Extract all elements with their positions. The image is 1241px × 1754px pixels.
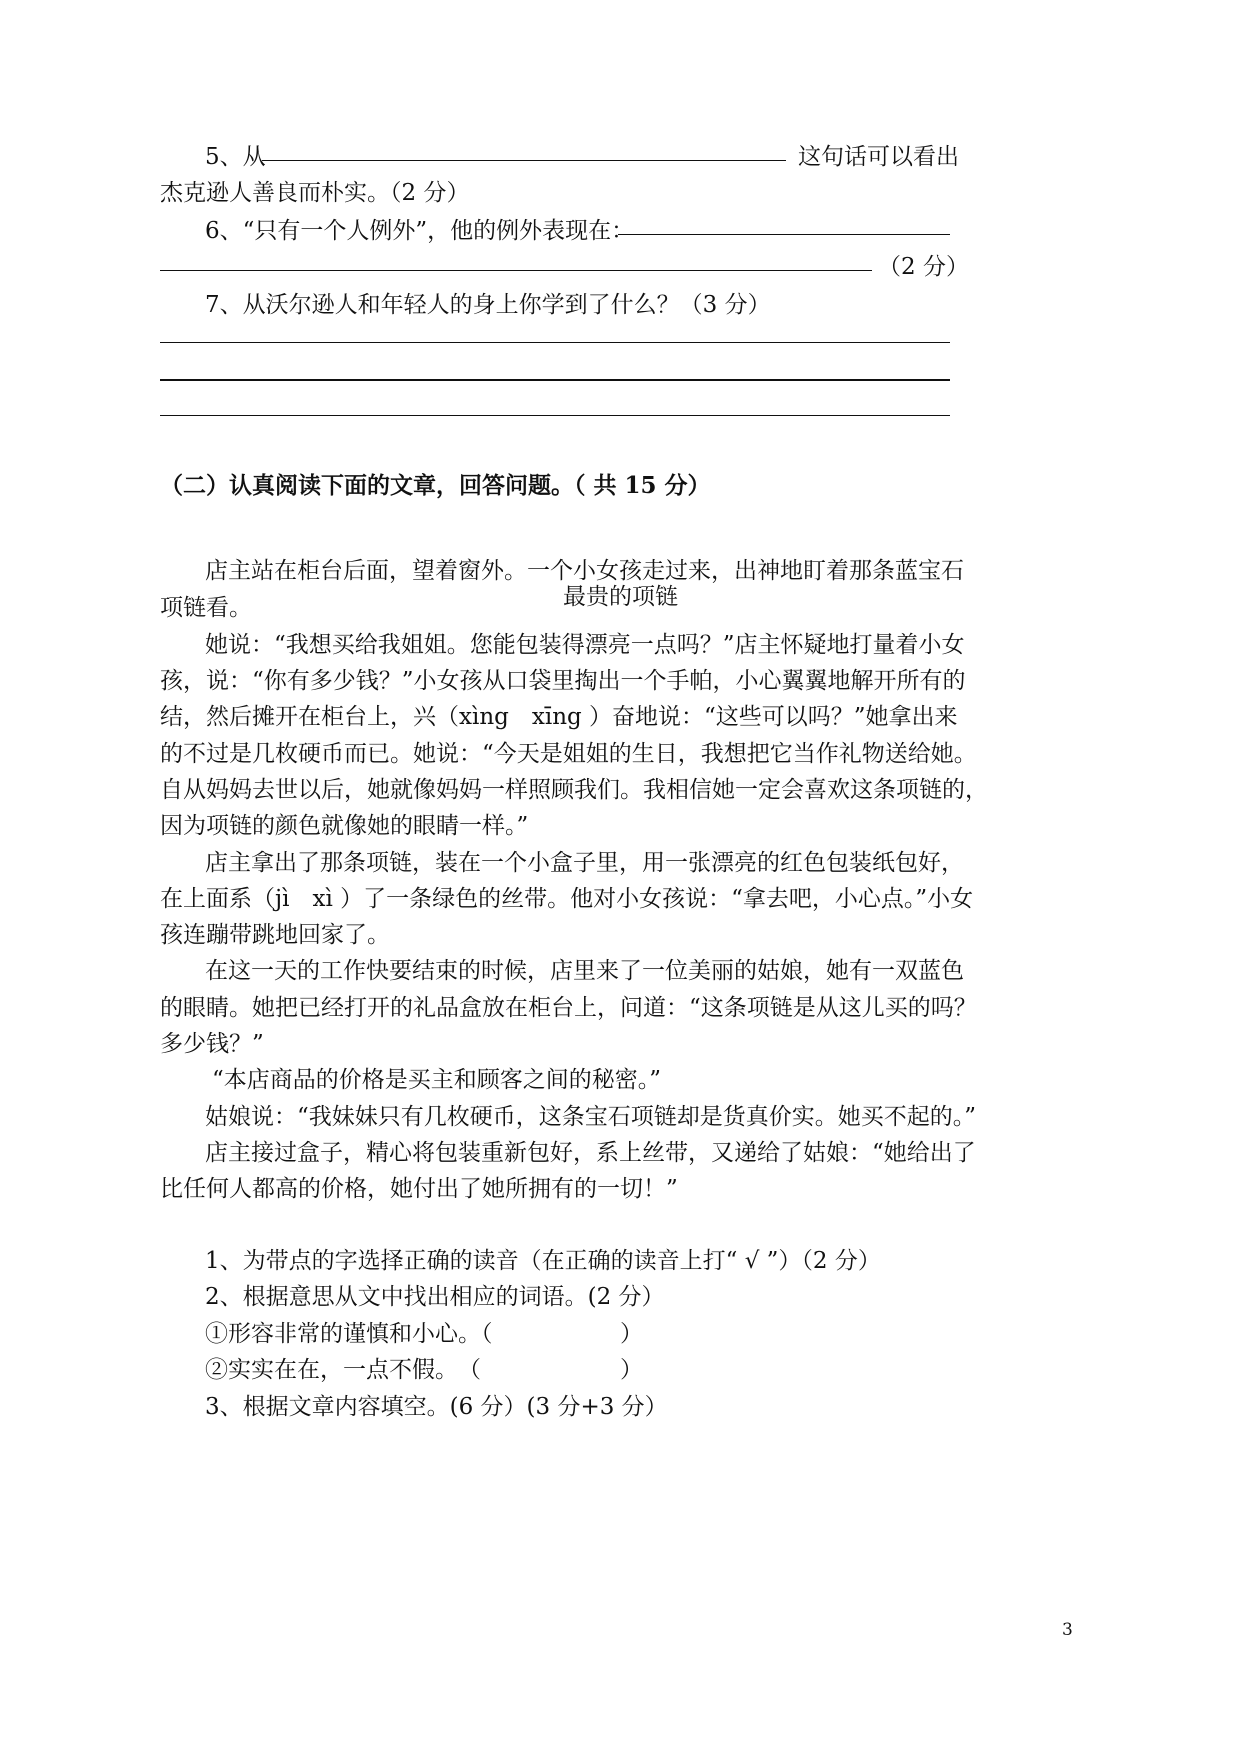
para-line: 因为项链的颜色就像她的眼睛一样。”: [160, 813, 529, 839]
para-line: 自从妈妈去世以后，她就像妈妈一样照顾我们。我相信她一定会喜欢这条项链的，: [160, 777, 988, 803]
para-line: 项链看。: [160, 595, 252, 621]
page-number: 3: [1062, 1620, 1073, 1640]
para-line: 在上面系（jì xì ）了一条绿色的丝带。他对小女孩说：“拿去吧，小心点。”小女: [160, 886, 974, 912]
para-line: “本店商品的价格是买主和顾客之间的秘密。”: [212, 1067, 662, 1093]
question-2-sub-2: ②实实在在，一点不假。 （: [205, 1357, 481, 1383]
para-line: 比任何人都高的价格，她付出了她所拥有的一切！”: [160, 1176, 678, 1202]
q5-answer-line[interactable]: [262, 160, 786, 161]
para-line: 结，然后摊开在柜台上，兴（xìng xīng ）奋地说：“这些可以吗？”她拿出来: [160, 704, 958, 730]
para-line: 孩，说：“你有多少钱？”小女孩从口袋里掏出一个手帕，小心翼翼地解开所有的: [160, 668, 966, 694]
q7-answer-line-1[interactable]: [160, 342, 950, 343]
q6-answer-line-1[interactable]: [618, 234, 950, 235]
close-paren: ）: [620, 1321, 643, 1347]
close-paren: ）: [620, 1357, 643, 1383]
para-line: 店主拿出了那条项链，装在一个小盒子里，用一张漂亮的红色包装纸包好，: [205, 850, 964, 876]
article-title: 最贵的项链: [563, 584, 678, 610]
question-2-sub-1: ①形容非常的谨慎和小心。（: [205, 1321, 493, 1347]
q6-text: 6、“只有一个人例外”，他的例外表现在：: [205, 218, 635, 244]
answer-blank-2[interactable]: [508, 1351, 608, 1377]
section-heading: （二）认真阅读下面的文章，回答问题。（ 共 15 分）: [160, 472, 711, 499]
answer-blank-1[interactable]: [508, 1315, 608, 1341]
question-3: 3、根据文章内容填空。(6 分）(3 分+3 分）: [205, 1394, 668, 1420]
q7-answer-line-3[interactable]: [160, 415, 950, 416]
para-line: 的不过是几枚硬币而已。她说：“今天是姐姐的生日，我想把它当作礼物送给她。: [160, 741, 977, 767]
question-1: 1、为带点的字选择正确的读音（在正确的读音上打“ √ ”）（2 分）: [205, 1248, 881, 1274]
para-line: 的眼睛。她把已经打开的礼品盒放在柜台上，问道：“这条项链是从这儿买的吗？: [160, 995, 977, 1021]
question-2: 2、根据意思从文中找出相应的词语。(2 分）: [205, 1284, 665, 1310]
q5-line2: 杰克逊人善良而朴实。（2 分）: [160, 180, 470, 206]
q5-prefix: 5、从: [205, 144, 266, 170]
para-line: 在这一天的工作快要结束的时候，店里来了一位美丽的姑娘，她有一双蓝色: [205, 958, 964, 984]
para-line: 店主站在柜台后面，望着窗外。一个小女孩走过来，出神地盯着那条蓝宝石: [205, 558, 964, 584]
q7-answer-line-2[interactable]: [160, 379, 950, 381]
para-line: 姑娘说：“我妹妹只有几枚硬币，这条宝石项链却是货真价实。她买不起的。”: [205, 1104, 977, 1130]
q6-answer-line-2[interactable]: [160, 270, 872, 271]
q6-score: （2 分）: [878, 254, 969, 280]
q7-text: 7、从沃尔逊人和年轻人的身上你学到了什么？（3 分）: [205, 292, 771, 318]
q5-suffix: 这句话可以看出: [798, 144, 959, 170]
para-line: 孩连蹦带跳地回家了。: [160, 922, 390, 948]
para-line: 多少钱？”: [160, 1031, 264, 1057]
para-line: 店主接过盒子，精心将包装重新包好，系上丝带，又递给了姑娘：“她给出了: [205, 1140, 976, 1166]
para-line: 她说：“我想买给我姐姐。您能包装得漂亮一点吗？”店主怀疑地打量着小女: [205, 632, 965, 658]
